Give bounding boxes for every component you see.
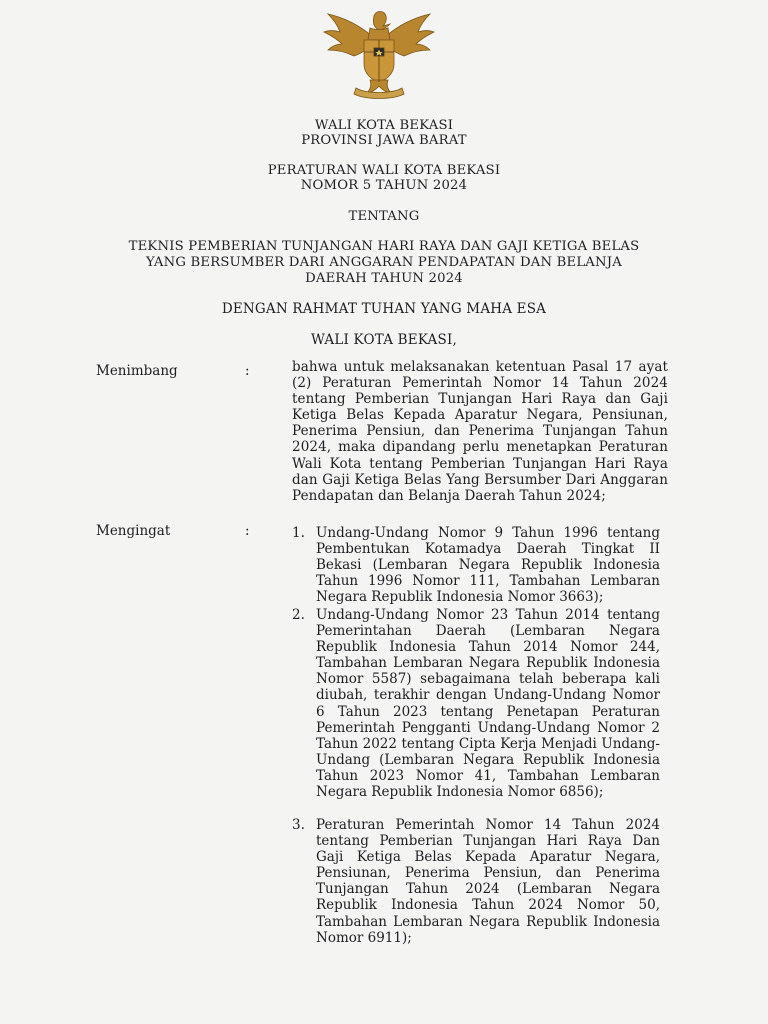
item-text: Undang-Undang Nomor 9 Tahun 1996 tentang Pembentukan Kotamadya Daerah Tingkat II Bekasi (Lembaran Negara Republik Indonesia Tahun 1996 Nomor 111, Tambahan Lembaran Negara Republik Indonesia Nomor 3663); [316, 525, 660, 606]
menimbang-label: Menimbang [96, 363, 178, 379]
subject-line-3: DAERAH TAHUN 2024 [305, 271, 463, 286]
regulation-title: PERATURAN WALI KOTA BEKASI [267, 163, 501, 178]
regulation-number: NOMOR 5 TAHUN 2024 [300, 178, 468, 193]
about-heading: TENTANG [348, 209, 420, 224]
item-number: 3. [292, 817, 305, 833]
menimbang-text: bahwa untuk melaksanakan ketentuan Pasal 17 ayat (2) Peraturan Pemerintah Nomor 14 Tahun 2024 tentang Pemberian Tunjangan Hari Raya dan Gaji Ketiga Belas Kepada Aparatur Negara, Pensiunan, Penerima Pensiun, dan Penerima Tunjangan Tahun 2024, maka dipandang perlu menetapkan Peraturan Wali Kota tentang Pemberian Tunjangan Hari Raya dan Gaji Ketiga Belas Yang Bersumber Dari Anggaran Pendapatan dan Belanja Daerah Tahun 2024; [292, 359, 668, 504]
item-number: 2. [292, 607, 305, 623]
item-text: Undang-Undang Nomor 23 Tahun 2014 tentang Pemerintahan Daerah (Lembaran Negara Republik Indonesia Tahun 2014 Nomor 244, Tambahan Lembaran Negara Republik Indonesia Nomor 5587) sebagaimana telah beberapa kali diubah, terakhir dengan Undang-Undang Nomor 6 Tahun 2023 tentang Penetapan Peraturan Pemerintah Pengganti Undang-Undang Nomor 2 Tahun 2022 tentang Cipta Kerja Menjadi Undang-Undang (Lembaran Negara Republik Indonesia Tahun 2023 Nomor 41, Tambahan Lembaran Negara Republik Indonesia Nomor 6856); [316, 607, 660, 801]
invocation: DENGAN RAHMAT TUHAN YANG MAHA ESA [221, 301, 547, 317]
subject-line-2: YANG BERSUMBER DARI ANGGARAN PENDAPATAN DAN BELANJA [146, 255, 622, 270]
item-number: 1. [292, 525, 305, 541]
subject-line-1: TEKNIS PEMBERIAN TUNJANGAN HARI RAYA DAN GAJI KETIGA BELAS [128, 239, 640, 254]
garuda-emblem-icon [320, 6, 438, 102]
mengingat-label: Mengingat [96, 523, 171, 539]
menimbang-colon: : [245, 363, 250, 379]
mengingat-colon: : [245, 523, 250, 539]
item-text: Peraturan Pemerintah Nomor 14 Tahun 2024 tentang Pemberian Tunjangan Hari Raya Dan Gaji Ketiga Belas Kepada Aparatur Negara, Pensiunan, Penerima Pensiun, dan Penerima Tunjangan Tahun 2024 (Lembaran Negara Republik Indonesia Tahun 2024 Nomor 50, Tambahan Lembaran Negara Republik Indonesia Nomor 6911); [316, 817, 660, 946]
province-title: PROVINSI JAWA BARAT [301, 133, 467, 148]
issuer: WALI KOTA BEKASI, [311, 332, 457, 348]
authority-title: WALI KOTA BEKASI [314, 118, 454, 133]
